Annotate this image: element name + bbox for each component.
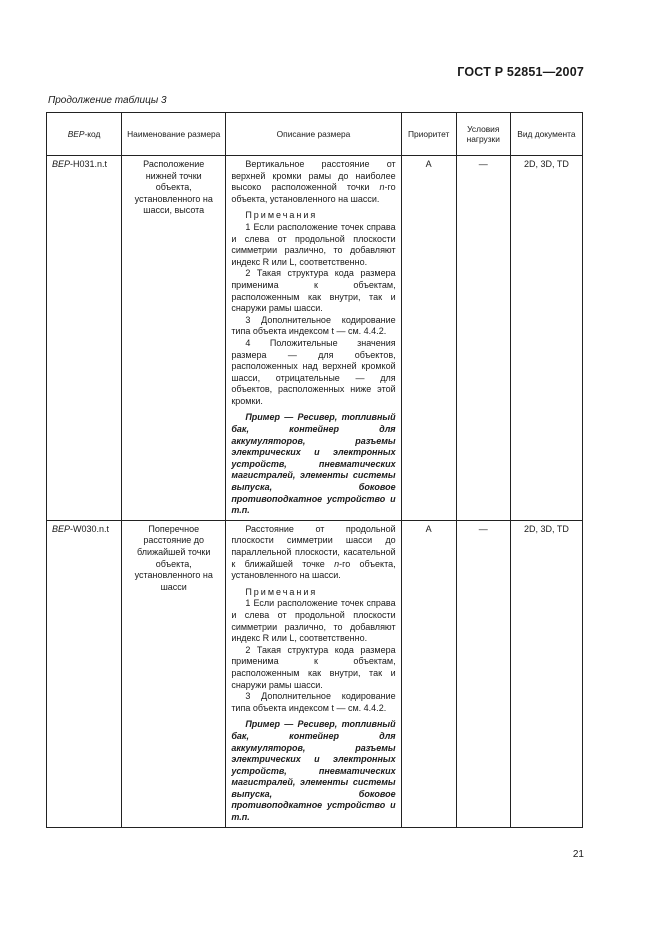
description-main-b: -го объекта, установленного на шасси. bbox=[231, 182, 396, 204]
table-header-row bbox=[47, 113, 583, 156]
code-prefix: ВЕР bbox=[67, 128, 85, 139]
description-main-a: Расстояние от продольной плоскости симметрии шасси до параллельной плоскости, касательной к ближайшей точке bbox=[231, 523, 396, 569]
column-header-code bbox=[47, 113, 122, 156]
row-description bbox=[226, 156, 401, 521]
dimensions-table bbox=[46, 112, 583, 828]
note-item: 1 Если расположение точек справа и слева от продольной плоскости симметрии различно, то добавляют индекс R или L, соответственно. bbox=[231, 221, 396, 267]
row-name: Расположение нижней точки объекта, установленного на шасси, высота bbox=[122, 156, 226, 521]
column-header-load: Условия нагрузки bbox=[456, 113, 510, 156]
row-description bbox=[226, 520, 401, 827]
page-number: 21 bbox=[572, 849, 584, 860]
description-main bbox=[231, 159, 395, 205]
row-code bbox=[47, 520, 122, 827]
description-main-b: -го объекта, установленного на шасси. bbox=[231, 558, 396, 581]
code-suffix: -код bbox=[84, 128, 101, 139]
column-header-priority: Приоритет bbox=[401, 113, 456, 156]
document-standard-id: ГОСТ Р 52851—2007 bbox=[457, 65, 584, 79]
row-code-prefix: ВЕР bbox=[52, 159, 71, 169]
column-header-name: Наименование размера bbox=[122, 113, 226, 156]
row-code bbox=[47, 156, 122, 521]
column-header-doc-type: Вид документа bbox=[510, 113, 582, 156]
note-item: 2 Такая структура кода размера применима к объектам, расположенным как внутри, так и снаружи рамы шасси. bbox=[231, 644, 396, 690]
description-main-n: n bbox=[379, 182, 385, 193]
column-header-description: Описание размера bbox=[226, 113, 401, 156]
row-code-suffix: -Н031.n.t bbox=[70, 159, 108, 169]
row-doc-type: 2D, 3D, TD bbox=[510, 520, 582, 827]
row-doc-type: 2D, 3D, TD bbox=[510, 156, 582, 521]
note-item: 2 Такая структура кода размера применима к объектам, расположенным как внутри, так и снаружи рамы шасси. bbox=[231, 268, 396, 314]
note-item: 3 Дополнительное кодирование типа объекта индексом t — см. 4.4.2. bbox=[231, 691, 396, 713]
row-code-suffix: -W030.n.t bbox=[70, 523, 110, 534]
row-priority: А bbox=[401, 520, 456, 827]
note-item: 3 Дополнительное кодирование типа объекта индексом t — см. 4.4.2. bbox=[231, 314, 396, 337]
description-main bbox=[231, 524, 395, 582]
example-text: Пример — Ресивер, топливный бак, контейнер для аккумуляторов, разъемы электрических и электронных устройств, пневматических магистралей, элементы системы выпуска, боковое противоподкатное устройство и т.п. bbox=[231, 719, 396, 823]
row-load: — bbox=[456, 156, 510, 521]
notes-title: Примечания bbox=[245, 210, 318, 221]
note-item: 1 Если расположение точек справа и слева от продольной плоскости симметрии различно, то добавляют индекс R или L, соответственно. bbox=[231, 598, 396, 644]
example-text: Пример — Ресивер, топливный бак, контейнер для аккумуляторов, разъемы электрических и электронных устройств, пневматических магистралей, элементы системы выпуска, боковое противоподкатное устройство и т.п. bbox=[231, 412, 396, 516]
table-row bbox=[47, 156, 583, 521]
notes-title: Примечания bbox=[245, 586, 318, 597]
table-row bbox=[47, 520, 583, 827]
table-continuation-caption: Продолжение таблицы 3 bbox=[48, 95, 167, 106]
row-name: Поперечное расстояние до ближайшей точки объекта, установленного на шасси bbox=[122, 520, 226, 827]
row-code-prefix: ВЕР bbox=[52, 523, 71, 534]
row-load: — bbox=[456, 520, 510, 827]
row-priority: А bbox=[401, 156, 456, 521]
description-main-n: n bbox=[334, 558, 340, 569]
description-main-a: Вертикальное расстояние от верхней кромки рамы до наиболее высоко расположенной точки bbox=[231, 159, 396, 193]
note-item: 4 Положительные значения размера — для объектов, расположенных над верхней кромкой шасси, отрицательные — для объектов, расположенных ниже этой кромки. bbox=[231, 337, 396, 406]
